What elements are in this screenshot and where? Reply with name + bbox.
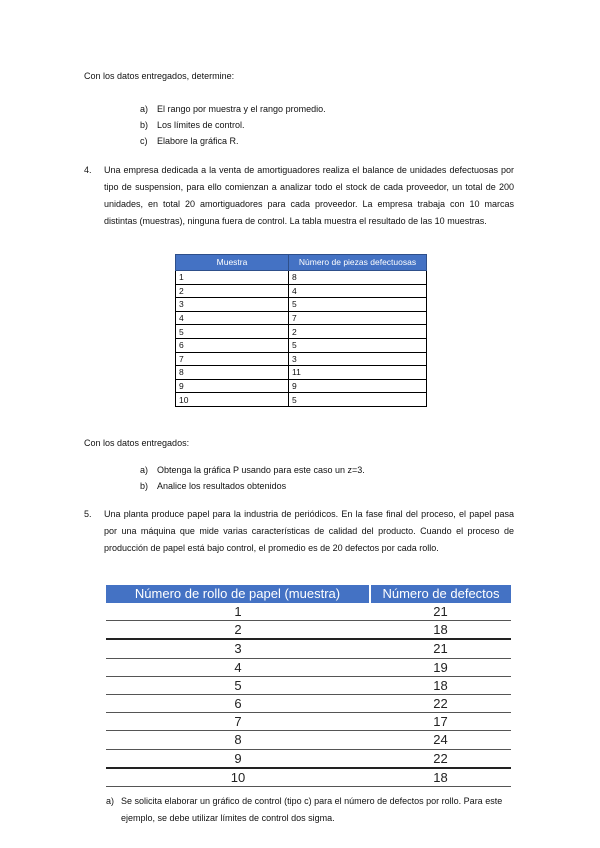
list-item — [140, 117, 326, 133]
table-row — [106, 603, 511, 621]
table-cell: 6 — [106, 694, 370, 712]
column-header: Número de defectos — [370, 585, 511, 603]
table-cell: 4 — [289, 284, 427, 298]
list-marker: a) — [140, 465, 149, 475]
table-row — [176, 298, 427, 312]
list-text: Elabore la gráfica R. — [157, 136, 239, 146]
table-cell: 9 — [289, 379, 427, 393]
table-cell: 5 — [289, 393, 427, 407]
table-cell: 7 — [289, 311, 427, 325]
list-marker: a) — [140, 104, 149, 114]
table-cell: 8 — [106, 731, 370, 749]
list-marker: c) — [140, 136, 148, 146]
table-cell: 6 — [176, 338, 289, 352]
problem-text: Una planta produce papel para la industria de periódicos. En la fase final del proceso, el papel pasa por una máquina que mide varias características de calidad del producto. Cuando el proceso de producción de papel está bajo control, el promedio es de 20 defectos por cada rollo. — [104, 509, 514, 553]
table-row — [176, 352, 427, 366]
table-cell: 4 — [106, 658, 370, 676]
table-row — [176, 271, 427, 285]
list-text: Analice los resultados obtenidos — [157, 481, 287, 491]
column-header: Número de rollo de papel (muestra) — [106, 585, 370, 603]
table-cell: 3 — [106, 639, 370, 658]
list-item — [140, 133, 326, 149]
defects-table — [175, 254, 427, 407]
table-cell: 9 — [106, 749, 370, 768]
table-row — [106, 768, 511, 787]
table-cell: 21 — [370, 603, 511, 621]
table-cell: 8 — [289, 271, 427, 285]
table-cell: 2 — [289, 325, 427, 339]
table-row — [106, 749, 511, 768]
table-cell: 5 — [176, 325, 289, 339]
table-cell: 21 — [370, 639, 511, 658]
list-text: El rango por muestra y el rango promedio. — [157, 104, 326, 114]
table-cell: 8 — [176, 366, 289, 380]
table-cell: 10 — [106, 768, 370, 787]
table-cell: 18 — [370, 676, 511, 694]
final-question — [106, 793, 526, 827]
table-cell: 3 — [289, 352, 427, 366]
list-item — [140, 462, 365, 478]
intro-text-2: Con los datos entregados: — [84, 438, 190, 448]
table-row — [106, 731, 511, 749]
table-cell: 1 — [176, 271, 289, 285]
list-text: Se solicita elaborar un gráfico de control (tipo c) para el número de defectos por rollo. Para este ejemplo, se debe utilizar límites de control dos sigma. — [121, 796, 503, 823]
table-cell: 22 — [370, 749, 511, 768]
table-cell: 2 — [176, 284, 289, 298]
table-row — [106, 658, 511, 676]
table-cell: 9 — [176, 379, 289, 393]
table-cell: 11 — [289, 366, 427, 380]
table-row — [176, 379, 427, 393]
table-row — [106, 713, 511, 731]
list-marker: b) — [140, 481, 149, 491]
list-marker: b) — [140, 120, 149, 130]
problem-5 — [84, 506, 514, 557]
question-list-1 — [140, 101, 326, 149]
table-row — [106, 639, 511, 658]
problem-text: Una empresa dedicada a la venta de amortiguadores realiza el balance de unidades defectuosas por tipo de suspension, para ello comienzan a analizar todo el stock de cada proveedor, un total de 200 unidades, en total 20 amortiguadores para cada proveedor. La empresa trabaja con 10 marcas distintas (muestras), ninguna fuera de control. La tabla muestra el resultado de las 10 muestras. — [104, 165, 514, 226]
table-cell: 5 — [289, 298, 427, 312]
list-text: Obtenga la gráfica P usando para este caso un z=3. — [157, 465, 365, 475]
table-row — [176, 325, 427, 339]
paper-defects-table — [106, 585, 511, 787]
table-cell: 4 — [176, 311, 289, 325]
column-header: Muestra — [176, 255, 289, 271]
table-row — [176, 366, 427, 380]
list-marker: a) — [106, 796, 115, 806]
table-row — [106, 676, 511, 694]
list-item — [140, 101, 326, 117]
table-row — [176, 284, 427, 298]
table-row — [176, 311, 427, 325]
table-cell: 19 — [370, 658, 511, 676]
table-row — [176, 338, 427, 352]
list-text: Los límites de control. — [157, 120, 245, 130]
table-row — [176, 393, 427, 407]
table-cell: 18 — [370, 768, 511, 787]
table-cell: 2 — [106, 621, 370, 640]
table-cell: 24 — [370, 731, 511, 749]
table-cell: 5 — [106, 676, 370, 694]
table-row — [106, 694, 511, 712]
table-cell: 1 — [106, 603, 370, 621]
table-cell: 22 — [370, 694, 511, 712]
intro-text-1: Con los datos entregados, determine: — [84, 71, 235, 81]
table-cell: 17 — [370, 713, 511, 731]
table-row — [106, 621, 511, 640]
list-item — [140, 478, 365, 494]
table-cell: 10 — [176, 393, 289, 407]
table-cell: 7 — [176, 352, 289, 366]
table-cell: 18 — [370, 621, 511, 640]
column-header: Número de piezas defectuosas — [289, 255, 427, 271]
problem-number: 4. — [84, 165, 92, 175]
problem-number: 5. — [84, 509, 92, 519]
table-cell: 7 — [106, 713, 370, 731]
problem-4 — [84, 162, 514, 230]
question-list-2 — [140, 462, 365, 494]
table-cell: 5 — [289, 338, 427, 352]
table-cell: 3 — [176, 298, 289, 312]
